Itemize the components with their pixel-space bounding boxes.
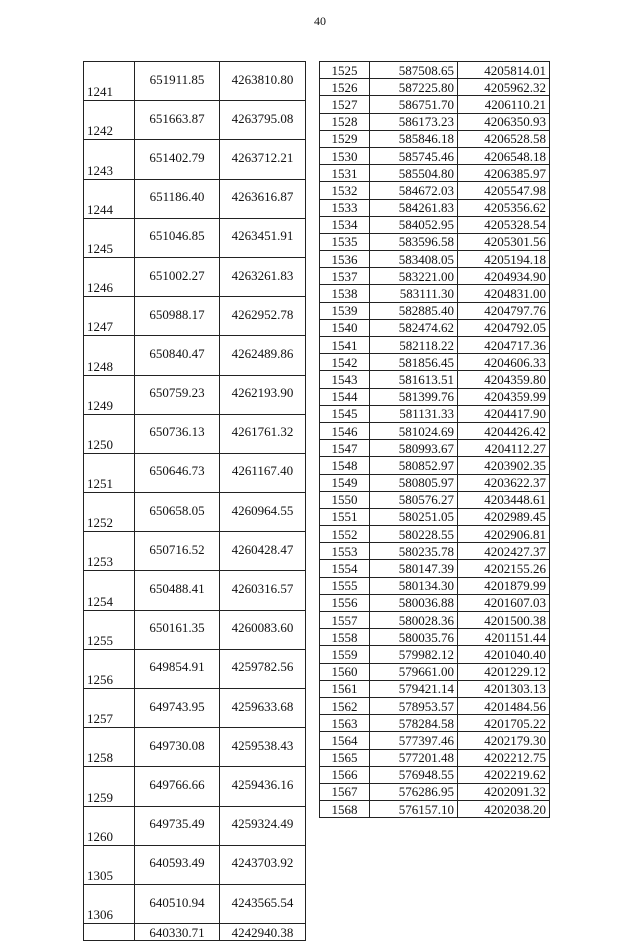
point-id-cell: 1547 — [320, 440, 370, 457]
table-row — [320, 526, 550, 543]
point-id-cell: 1525 — [320, 62, 370, 79]
table-row — [320, 766, 550, 783]
x-coordinate-cell: 587508.65 — [370, 62, 458, 79]
y-coordinate-cell: 4204112.27 — [458, 440, 550, 457]
table-row — [320, 422, 550, 439]
x-coordinate-cell: 580036.88 — [370, 594, 458, 611]
table-row — [320, 337, 550, 354]
y-coordinate-cell: 4204831.00 — [458, 285, 550, 302]
x-coordinate-cell: 650759.23 — [135, 375, 220, 414]
point-id-cell: 1241 — [84, 62, 135, 101]
point-id-cell: 1556 — [320, 594, 370, 611]
y-coordinate-cell: 4202906.81 — [458, 526, 550, 543]
table-row — [320, 594, 550, 611]
table-row — [84, 767, 306, 806]
point-id-cell: 1256 — [84, 649, 135, 688]
point-id-cell: 1306 — [84, 884, 135, 923]
y-coordinate-cell: 4259436.16 — [220, 767, 306, 806]
y-coordinate-cell: 4201040.40 — [458, 646, 550, 663]
x-coordinate-cell: 650736.13 — [135, 414, 220, 453]
point-id-cell: 1533 — [320, 199, 370, 216]
x-coordinate-cell: 650840.47 — [135, 336, 220, 375]
point-id-cell: 1529 — [320, 130, 370, 147]
y-coordinate-cell: 4243703.92 — [220, 845, 306, 884]
y-coordinate-cell: 4260428.47 — [220, 532, 306, 571]
y-coordinate-cell: 4205194.18 — [458, 251, 550, 268]
table-row — [320, 285, 550, 302]
x-coordinate-cell: 578284.58 — [370, 715, 458, 732]
table-row — [320, 319, 550, 336]
x-coordinate-cell: 580035.76 — [370, 629, 458, 646]
table-row — [320, 697, 550, 714]
point-id-cell: 1541 — [320, 337, 370, 354]
point-id-cell: 1532 — [320, 182, 370, 199]
table-row — [320, 783, 550, 800]
table-row — [84, 140, 306, 179]
x-coordinate-cell: 580147.39 — [370, 560, 458, 577]
y-coordinate-cell: 4203448.61 — [458, 491, 550, 508]
x-coordinate-cell: 580805.97 — [370, 474, 458, 491]
point-id-cell: 1249 — [84, 375, 135, 414]
x-coordinate-cell: 584672.03 — [370, 182, 458, 199]
x-coordinate-cell: 649743.95 — [135, 689, 220, 728]
table-row — [84, 101, 306, 140]
table-row — [84, 375, 306, 414]
table-row — [320, 233, 550, 250]
y-coordinate-cell: 4203622.37 — [458, 474, 550, 491]
y-coordinate-cell: 4204792.05 — [458, 319, 550, 336]
point-id-cell: 1568 — [320, 801, 370, 818]
table-row — [320, 62, 550, 79]
point-id-cell: 1243 — [84, 140, 135, 179]
point-id-cell: 1530 — [320, 147, 370, 164]
x-coordinate-cell: 584052.95 — [370, 216, 458, 233]
y-coordinate-cell: 4260316.57 — [220, 571, 306, 610]
x-coordinate-cell: 584261.83 — [370, 199, 458, 216]
x-coordinate-cell: 583111.30 — [370, 285, 458, 302]
point-id-cell: 1248 — [84, 336, 135, 375]
point-id-cell: 1258 — [84, 728, 135, 767]
y-coordinate-cell: 4262489.86 — [220, 336, 306, 375]
point-id-cell: 1242 — [84, 101, 135, 140]
x-coordinate-cell: 585846.18 — [370, 130, 458, 147]
y-coordinate-cell: 4206110.21 — [458, 96, 550, 113]
y-coordinate-cell: 4204934.90 — [458, 268, 550, 285]
table-row — [320, 612, 550, 629]
table-row — [320, 182, 550, 199]
point-id-cell: 1555 — [320, 577, 370, 594]
x-coordinate-cell: 581024.69 — [370, 422, 458, 439]
y-coordinate-cell: 4259633.68 — [220, 689, 306, 728]
table-row — [320, 732, 550, 749]
point-id-cell: 1564 — [320, 732, 370, 749]
table-row — [84, 532, 306, 571]
table-row — [320, 749, 550, 766]
x-coordinate-cell: 581613.51 — [370, 371, 458, 388]
point-id-cell: 1544 — [320, 388, 370, 405]
y-coordinate-cell: 4201607.03 — [458, 594, 550, 611]
table-row — [320, 457, 550, 474]
y-coordinate-cell: 4202219.62 — [458, 766, 550, 783]
x-coordinate-cell: 579421.14 — [370, 680, 458, 697]
x-coordinate-cell: 576157.10 — [370, 801, 458, 818]
table-row — [320, 147, 550, 164]
y-coordinate-cell: 4261167.40 — [220, 453, 306, 492]
table-row — [84, 689, 306, 728]
point-id-cell: 1565 — [320, 749, 370, 766]
y-coordinate-cell: 4201879.99 — [458, 577, 550, 594]
point-id-cell: 1548 — [320, 457, 370, 474]
x-coordinate-cell: 585504.80 — [370, 165, 458, 182]
table-row — [84, 257, 306, 296]
y-coordinate-cell: 4260964.55 — [220, 493, 306, 532]
x-coordinate-cell: 580251.05 — [370, 508, 458, 525]
table-row — [320, 491, 550, 508]
y-coordinate-cell: 4263810.80 — [220, 62, 306, 101]
table-row — [84, 414, 306, 453]
x-coordinate-cell: 650488.41 — [135, 571, 220, 610]
table-row — [320, 130, 550, 147]
table-row — [84, 845, 306, 884]
table-row — [84, 179, 306, 218]
y-coordinate-cell: 4204606.33 — [458, 354, 550, 371]
y-coordinate-cell: 4262193.90 — [220, 375, 306, 414]
y-coordinate-cell: 4263616.87 — [220, 179, 306, 218]
x-coordinate-cell: 576948.55 — [370, 766, 458, 783]
x-coordinate-cell: 583221.00 — [370, 268, 458, 285]
x-coordinate-cell: 583408.05 — [370, 251, 458, 268]
y-coordinate-cell: 4201705.22 — [458, 715, 550, 732]
y-coordinate-cell: 4262952.78 — [220, 297, 306, 336]
y-coordinate-cell: 4259538.43 — [220, 728, 306, 767]
page-number: 40 — [314, 14, 326, 28]
y-coordinate-cell: 4205814.01 — [458, 62, 550, 79]
point-id-cell: 1531 — [320, 165, 370, 182]
point-id-cell: 1554 — [320, 560, 370, 577]
y-coordinate-cell: 4202212.75 — [458, 749, 550, 766]
table-row — [84, 571, 306, 610]
table-row — [320, 199, 550, 216]
table-row — [320, 440, 550, 457]
table-row — [320, 405, 550, 422]
table-row — [84, 62, 306, 101]
table-row — [320, 543, 550, 560]
x-coordinate-cell: 651663.87 — [135, 101, 220, 140]
x-coordinate-cell: 581399.76 — [370, 388, 458, 405]
table-row — [84, 806, 306, 845]
table-row — [84, 884, 306, 923]
point-id-cell: 1247 — [84, 297, 135, 336]
table-row — [84, 728, 306, 767]
point-id-cell: 1552 — [320, 526, 370, 543]
point-id-cell: 1553 — [320, 543, 370, 560]
point-id-cell: 1260 — [84, 806, 135, 845]
point-id-cell: 1253 — [84, 532, 135, 571]
point-id-cell: 1560 — [320, 663, 370, 680]
point-id-cell: 1559 — [320, 646, 370, 663]
point-id-cell: 1255 — [84, 610, 135, 649]
y-coordinate-cell: 4260083.60 — [220, 610, 306, 649]
x-coordinate-cell: 583596.58 — [370, 233, 458, 250]
x-coordinate-cell: 651046.85 — [135, 218, 220, 257]
x-coordinate-cell: 651186.40 — [135, 179, 220, 218]
point-id-cell: 1551 — [320, 508, 370, 525]
y-coordinate-cell: 4204417.90 — [458, 405, 550, 422]
table-row — [320, 560, 550, 577]
y-coordinate-cell: 4205547.98 — [458, 182, 550, 199]
y-coordinate-cell: 4259782.56 — [220, 649, 306, 688]
x-coordinate-cell: 586751.70 — [370, 96, 458, 113]
table-row — [320, 388, 550, 405]
point-id-cell: 1538 — [320, 285, 370, 302]
y-coordinate-cell: 4201229.12 — [458, 663, 550, 680]
table-row — [84, 610, 306, 649]
x-coordinate-cell: 585745.46 — [370, 147, 458, 164]
point-id-cell: 1527 — [320, 96, 370, 113]
point-id-cell: 1550 — [320, 491, 370, 508]
y-coordinate-cell: 4201303.13 — [458, 680, 550, 697]
x-coordinate-cell: 650716.52 — [135, 532, 220, 571]
point-id-cell: 1250 — [84, 414, 135, 453]
y-coordinate-cell: 4202179.30 — [458, 732, 550, 749]
y-coordinate-cell: 4204426.42 — [458, 422, 550, 439]
point-id-cell: 1528 — [320, 113, 370, 130]
x-coordinate-cell: 580028.36 — [370, 612, 458, 629]
left-coordinates-table — [83, 61, 306, 941]
x-coordinate-cell: 580228.55 — [370, 526, 458, 543]
y-coordinate-cell: 4261761.32 — [220, 414, 306, 453]
x-coordinate-cell: 582885.40 — [370, 302, 458, 319]
table-row — [320, 663, 550, 680]
y-coordinate-cell: 4205301.56 — [458, 233, 550, 250]
y-coordinate-cell: 4204359.99 — [458, 388, 550, 405]
point-id-cell: 1557 — [320, 612, 370, 629]
table-row — [320, 646, 550, 663]
x-coordinate-cell: 640510.94 — [135, 884, 220, 923]
point-id-cell: 1257 — [84, 689, 135, 728]
point-id-cell: 1566 — [320, 766, 370, 783]
x-coordinate-cell: 649735.49 — [135, 806, 220, 845]
y-coordinate-cell: 4263451.91 — [220, 218, 306, 257]
point-id-cell: 1536 — [320, 251, 370, 268]
point-id-cell: 1563 — [320, 715, 370, 732]
x-coordinate-cell: 581856.45 — [370, 354, 458, 371]
point-id-cell: 1252 — [84, 493, 135, 532]
y-coordinate-cell: 4259324.49 — [220, 806, 306, 845]
table-row — [320, 801, 550, 818]
point-id-cell: 1245 — [84, 218, 135, 257]
y-coordinate-cell: 4263795.08 — [220, 101, 306, 140]
y-coordinate-cell: 4205328.54 — [458, 216, 550, 233]
y-coordinate-cell: 4205356.62 — [458, 199, 550, 216]
x-coordinate-cell: 650988.17 — [135, 297, 220, 336]
point-id-cell: 1540 — [320, 319, 370, 336]
x-coordinate-cell: 586173.23 — [370, 113, 458, 130]
x-coordinate-cell: 651402.79 — [135, 140, 220, 179]
table-row — [320, 96, 550, 113]
y-coordinate-cell: 4263712.21 — [220, 140, 306, 179]
table-row — [84, 297, 306, 336]
x-coordinate-cell: 650658.05 — [135, 493, 220, 532]
point-id-cell: 1535 — [320, 233, 370, 250]
x-coordinate-cell: 579982.12 — [370, 646, 458, 663]
table-row — [84, 649, 306, 688]
y-coordinate-cell: 4203902.35 — [458, 457, 550, 474]
point-id-cell: 1567 — [320, 783, 370, 800]
y-coordinate-cell: 4243565.54 — [220, 884, 306, 923]
point-id-cell: 1534 — [320, 216, 370, 233]
table-row — [320, 268, 550, 285]
x-coordinate-cell: 579661.00 — [370, 663, 458, 680]
x-coordinate-cell: 650646.73 — [135, 453, 220, 492]
point-id-cell: 1543 — [320, 371, 370, 388]
table-row — [320, 680, 550, 697]
x-coordinate-cell: 580134.30 — [370, 577, 458, 594]
point-id-cell: 1542 — [320, 354, 370, 371]
table-row — [84, 218, 306, 257]
x-coordinate-cell: 580576.27 — [370, 491, 458, 508]
point-id-cell: 1546 — [320, 422, 370, 439]
table-row — [320, 302, 550, 319]
x-coordinate-cell: 649854.91 — [135, 649, 220, 688]
y-coordinate-cell: 4242940.38 — [220, 924, 306, 941]
point-id-cell: 1537 — [320, 268, 370, 285]
table-row — [320, 508, 550, 525]
x-coordinate-cell: 651911.85 — [135, 62, 220, 101]
x-coordinate-cell: 580852.97 — [370, 457, 458, 474]
table-row — [320, 371, 550, 388]
point-id-cell: 1244 — [84, 179, 135, 218]
point-id-cell — [84, 924, 135, 941]
table-row — [320, 577, 550, 594]
y-coordinate-cell: 4202155.26 — [458, 560, 550, 577]
x-coordinate-cell: 650161.35 — [135, 610, 220, 649]
point-id-cell: 1526 — [320, 79, 370, 96]
table-row — [320, 79, 550, 96]
table-row — [84, 336, 306, 375]
x-coordinate-cell: 587225.80 — [370, 79, 458, 96]
point-id-cell: 1545 — [320, 405, 370, 422]
point-id-cell: 1562 — [320, 697, 370, 714]
table-row — [320, 474, 550, 491]
y-coordinate-cell: 4206385.97 — [458, 165, 550, 182]
point-id-cell: 1558 — [320, 629, 370, 646]
x-coordinate-cell: 640330.71 — [135, 924, 220, 941]
point-id-cell: 1305 — [84, 845, 135, 884]
y-coordinate-cell: 4201484.56 — [458, 697, 550, 714]
y-coordinate-cell: 4202989.45 — [458, 508, 550, 525]
table-row — [320, 165, 550, 182]
y-coordinate-cell: 4263261.83 — [220, 257, 306, 296]
table-row — [84, 453, 306, 492]
x-coordinate-cell: 577397.46 — [370, 732, 458, 749]
x-coordinate-cell: 580993.67 — [370, 440, 458, 457]
y-coordinate-cell: 4205962.32 — [458, 79, 550, 96]
table-row — [84, 924, 306, 941]
x-coordinate-cell: 582118.22 — [370, 337, 458, 354]
table-row — [84, 493, 306, 532]
x-coordinate-cell: 640593.49 — [135, 845, 220, 884]
y-coordinate-cell: 4204359.80 — [458, 371, 550, 388]
table-row — [320, 354, 550, 371]
x-coordinate-cell: 577201.48 — [370, 749, 458, 766]
x-coordinate-cell: 582474.62 — [370, 319, 458, 336]
y-coordinate-cell: 4206548.18 — [458, 147, 550, 164]
y-coordinate-cell: 4204717.36 — [458, 337, 550, 354]
y-coordinate-cell: 4206528.58 — [458, 130, 550, 147]
table-row — [320, 216, 550, 233]
y-coordinate-cell: 4204797.76 — [458, 302, 550, 319]
x-coordinate-cell: 649766.66 — [135, 767, 220, 806]
x-coordinate-cell: 649730.08 — [135, 728, 220, 767]
point-id-cell: 1254 — [84, 571, 135, 610]
y-coordinate-cell: 4201151.44 — [458, 629, 550, 646]
x-coordinate-cell: 578953.57 — [370, 697, 458, 714]
x-coordinate-cell: 576286.95 — [370, 783, 458, 800]
table-row — [320, 113, 550, 130]
right-coordinates-table — [319, 61, 550, 818]
x-coordinate-cell: 580235.78 — [370, 543, 458, 560]
y-coordinate-cell: 4201500.38 — [458, 612, 550, 629]
point-id-cell: 1251 — [84, 453, 135, 492]
table-row — [320, 715, 550, 732]
point-id-cell: 1259 — [84, 767, 135, 806]
y-coordinate-cell: 4202091.32 — [458, 783, 550, 800]
point-id-cell: 1549 — [320, 474, 370, 491]
table-row — [320, 251, 550, 268]
x-coordinate-cell: 581131.33 — [370, 405, 458, 422]
y-coordinate-cell: 4202038.20 — [458, 801, 550, 818]
point-id-cell: 1539 — [320, 302, 370, 319]
y-coordinate-cell: 4206350.93 — [458, 113, 550, 130]
table-row — [320, 629, 550, 646]
point-id-cell: 1246 — [84, 257, 135, 296]
y-coordinate-cell: 4202427.37 — [458, 543, 550, 560]
point-id-cell: 1561 — [320, 680, 370, 697]
x-coordinate-cell: 651002.27 — [135, 257, 220, 296]
